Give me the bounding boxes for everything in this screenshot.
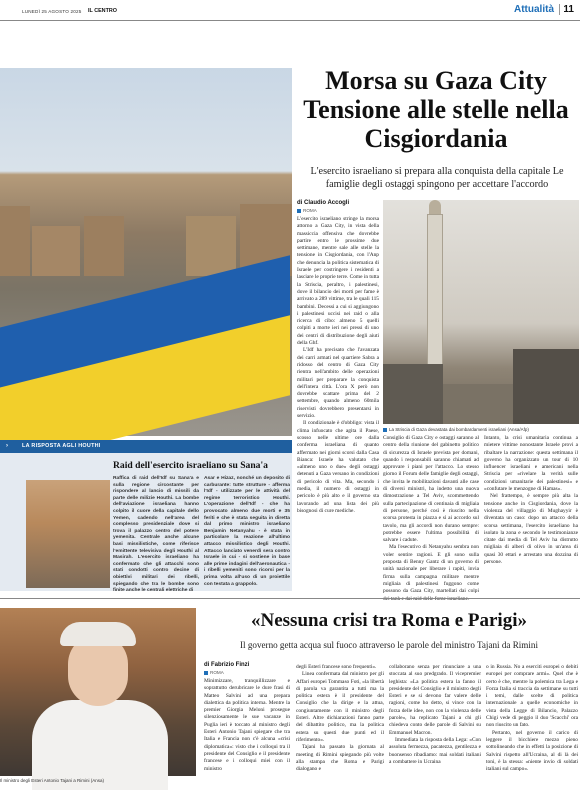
second-headline: «Nessuna crisi tra Roma e Parigi» <box>251 610 527 631</box>
second-column-2 <box>296 664 384 794</box>
sidebar-label: LA RISPOSTA AGLI HOUTHI <box>22 443 101 449</box>
second-deck: Il governo getta acqua sul fuoco attraverso le parole del ministro Tajani da Rimini <box>240 640 538 650</box>
header-date: LUNEDÌ 25 AGOSTO 2025 <box>22 9 82 14</box>
paragraph: L'Idf ha precisato che l'avanzata dei carri armati nel quartiere Sabra a ridosso del centro di Gaza City rientra nell'ambito delle operazioni militari per preparare la conquista dell'intera città. L'ora X però non dovrebbe scattare prima del 2 settembre, quando almeno 60mila riservisti dovrebbero presentarsi in servizio. <box>297 347 379 420</box>
gaza-photo-caption: La Striscia di Gaza devastata dai bombardamenti israeliani (Ansa/Afp) <box>383 427 579 432</box>
main-location: ROMA <box>297 208 317 213</box>
sidebar-column-1: Raffica di raid dell'Idf su Sana'a e sulla regione circostante per rispondere al lancio di missili da parte delle milizie Houthi. La bombe dell'aviazione israeliana hanno colpito il cuore della capitale dello Yemen, cadendo nell'area del complesso presidenziale dove si trova il palazzo centro del potere yemenita. Centrale anche alcune basi missilistiche, come riferisce l'emittente televisiva degli Houthi al Masirah. L'esercito israeliano ha confermato che gli attacchi sono stati condotti contro decine di obiettivi militari dei ribelli, spiegando che tra le bombe sono finite anche le centrali elettriche di <box>113 476 199 594</box>
main-column-3 <box>484 435 578 595</box>
paragraph: Linea confermata dal ministro per gli Affari europei Tommaso Foti, «la libertà di parola va garantita a tutti ma la politica estera è il presidente del Consiglio che la dirige e la attua, congiuntamente con il ministro degli Esteri. Altre dichiarazioni fanno parte del dibattito politico, ma la politica estera su questi due punti ed il riferimento». <box>296 671 384 743</box>
second-column-1: Minimizzare, tranquillizzare e soprattutto derubricare le dure frasi di Matteo Salvini ad una prepara dialettica da politica interna. Mentre la premier Giorgia Meloni prosegue silenziosamente le sue vacanze in Puglia ieri è toccato al ministro degli Esteri Antonio Tajani spiegare che tra Italia e Francia non c'è alcuna «crisi diplomatica»: visto che i colloqui tra il presidente del Consiglio e il presidente francese e i colloqui miei con il ministro <box>204 678 290 772</box>
tajani-photo <box>0 608 196 776</box>
sidebar-column-2: Asar e Hizaz, nonché un deposito di carburante: tutte strutture - afferma l'Idf - utilizzate per le attività del regime terroristico Houthi. L'operazione dell'Idf - che ha provocato almeno due morti e 35 feriti e che è stata seguita in diretta dal primo ministro israeliano Benjamin Netanyahu - è stata in particolare la reazione all'ultimo attacco missilistico degli Houthi. Attacco lanciato venerdì sera contro Israele in cui - si sostiene in base alle prime indagini dell'aeronautica - i ribelli yemeniti sono ricorsi per la prima volta all'uso di un proiettile con testata a grappolo. <box>204 476 290 587</box>
ukraine-flag-photo <box>0 68 292 436</box>
paragraph: Immediata la risposta della Lega: «Con assoluta fermezza, pacatezza, gentilezza e buonsenso ribadiamo: mai soldati italiani a combattere in Ucraina <box>389 736 481 765</box>
paragraph: Pertanto, nel governo il carico di leggere il bicchiere mezzo pieno sottolineando che in effetti la posizione di Salvini rispetto all'Ucraina, al di là dei toni, è la stessa: «niente invio di soldati italiani sul campo». <box>486 729 578 773</box>
paragraph: o in Russia. No a eserciti europei o debiti europei per comprare armi». Quel che è certo è che, mentre la polemica tra Lega e Forza Italia si traccia da settimane su tutti i temi, dalle scelte di politica internazionale a quelle economiche in vista della Legge di Bilancio, Palazzo Chigi vede di peggio il duo 'Scacchi' ora non riuscito un fato. <box>486 664 578 729</box>
header-rule <box>0 20 580 21</box>
page-number: 11 <box>559 4 574 15</box>
second-location: ROMA <box>204 670 224 675</box>
main-column-2 <box>383 435 479 595</box>
sidebar-headline: Raid dell'esercito israeliano su Sana'a <box>113 460 268 471</box>
paragraph: degli Esteri francese sono frequenti». <box>296 664 377 670</box>
main-byline: di Claudio Accogli <box>297 200 350 206</box>
paragraph: Tajani ha passato la giornata al meeting di Rimini spiegando più volte alla stampa che Roma e Parigi dialogano e <box>296 744 384 773</box>
paragraph: L'esercito israeliano stringe la morsa attorno a Gaza City, in vista della massiccia offensiva che dovrebbe partire entro le prossime due settimane, mentre sale alle stelle la tensione in Cisgiordania, con l'Anp che denuncia la politica sistematica di Israele per costringere i residenti a lasciare le proprie terre. Come in tutta la Striscia, peraltro, i palestinesi, dove il bilancio dei morti per fame è arrivato a 289 vittime, tra le quali 115 bambini. Decessi a cui si aggiungono i palestinesi uccisi nei raid o alla ricerca di cibo: almeno 5 quelli colpiti a morte ieri nei pressi di uno dei centri di distribuzione degli aiuti della Ghf. <box>297 216 379 347</box>
paragraph: Nel frattempo, è sempre più alta la tensione anche in Cisgiordania, dove la violenza del villaggio di Mughayyir è diventata un caso: dopo un attacco della scorsa settimana, l'esercito israeliano ha isolato la zona e secondo le testimonianze citate dai media di Tel Aviv ha distrutto migliaia di alberi di olivo in un'area di quasi 30 ettari e arrestato una dozzina di persone. <box>484 493 578 566</box>
sanaa-photo <box>26 480 110 588</box>
paragraph: Ma l'esecutivo di Netanyahu sembra non voler sentire ragioni. E gli sono sulla proposta di Benny Gantz di un governo di unità nazionale per liberare i rapiti, invia firma sulla campagna militare mentre migliaia di palestinesi fuggono come possono da Gaza City, martellati dai colpi <box>383 544 479 595</box>
gaza-destruction-photo <box>383 200 579 424</box>
second-column-4 <box>486 664 578 794</box>
header-section: Attualità <box>514 4 554 15</box>
paragraph: Il condizionale è d'obbligo: vista il clima infuocato che agita il Paese, scosso nelle ultime ore dalla conferma israeliana di quanto affermato nei giorni scorsi dalla Casa Bianca: Israele ha valutato che «almeno uno o due» degli ostaggi detenuti a Gaza versano in condizioni di pericolo di vita. Ma, secondo i media, il numero di ostaggi in pericolo è più alto e il governo sta lavorando ad una lista dei più bisognosi di cure mediche. <box>297 420 379 514</box>
arrow-icon: › <box>6 443 8 449</box>
main-headline: Morsa su Gaza City Tensione alle stelle nella Cisgiordania <box>303 66 569 153</box>
section-rule <box>0 598 580 599</box>
main-column-1 <box>297 216 379 596</box>
paragraph: Consiglio di Gaza City e ostaggi saranno al centro della riunione del gabinetto politico di sicurezza di Israele prevista per domani, quando i responsabili saranno chiamati ad approvare i piani per l'attacco. Lo stesso giorno il Forum delle famiglie degli ostaggi, che invita le mobilitazioni davanti alle case di diversi ministri, ha indetto una nuova dimostrazione a Tel Aviv, scommettendo sulla partecipazione di centinaia di migliaia di persone, perché così è riuscito nella scorsa protesta in piazza e sì ai accordo sul tavolo, ma gli accordi non durano sempre: potrebbe essere l'ultima possibilità di salvare i cadute. <box>383 435 479 544</box>
second-byline: di Fabrizio Finzi <box>204 662 250 668</box>
main-deck: L'esercito israeliano si prepara alla conquista della capitale Le famiglie degli ostaggi spingono per accettare l'accordo <box>310 166 564 190</box>
paragraph: collaborano senza per rinunciare a una stoccata al suo predgrado. Il vicepremier leghista: «La politica estera la fanno il presidente del Consiglio e il ministro degli Esteri e se si devono far valere delle ragioni, come ho detto, si vince con la forza delle idee, non con la violenza delle parole», ha replicato Tajani a chi gli chiedeva conto delle parole di Salvini su Emmanuel Macron. <box>389 664 481 736</box>
tajani-photo-caption: Il ministro degli Esteri Antonio Tajani a Rimini (Ansa) <box>0 778 104 783</box>
header-paper-name: IL CENTRO <box>88 8 117 14</box>
paragraph: Intanto, la crisi umanitaria continua a mietere vittime nonostante Israele provi a ribaltare la narrazione: questa settimana il governo ha organizzato un tour di 10 influencer israeliani e americani nella Striscia per «rivelare la verità sulle condizioni umanitarie dei palestinesi» e «confutare le menzogne di Hamas». <box>484 435 578 493</box>
second-column-3 <box>389 664 481 794</box>
